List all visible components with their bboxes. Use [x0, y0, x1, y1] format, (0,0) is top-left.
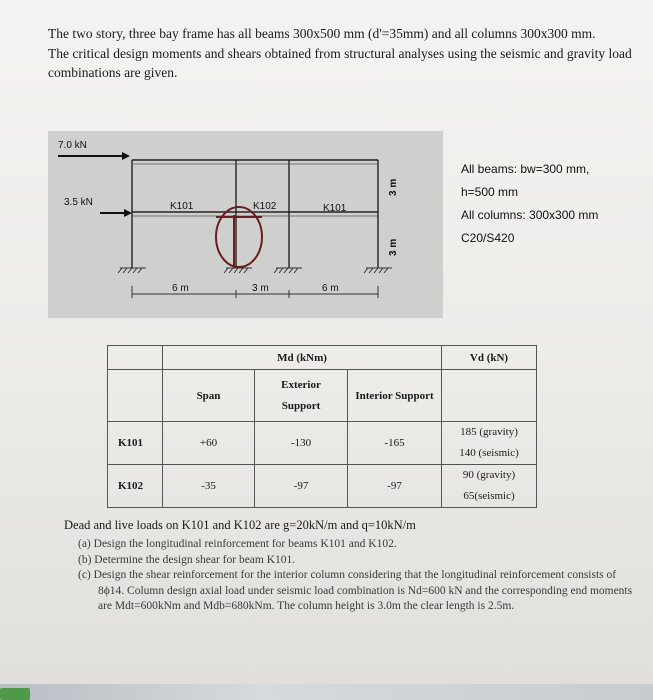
section-properties [461, 158, 598, 250]
row-interior-moment: -97 [348, 465, 442, 508]
intro-line-1: The two story, three bay frame has all beams 300x500 mm (d'=35mm) and all columns 300x300 mm. [48, 26, 596, 41]
highlighted-column [216, 207, 262, 268]
md-header: Md (kNm) [163, 346, 442, 370]
row-shear-gravity: 90 (gravity) [462, 469, 516, 481]
row-interior-moment: -165 [348, 422, 442, 465]
row-shear-gravity: 185 (gravity) [460, 426, 518, 438]
load-arrow-mid-head [124, 209, 132, 217]
screen-bottom-strip [0, 684, 653, 700]
problem-intro [48, 24, 638, 83]
questions-section [64, 518, 634, 615]
question-list [64, 537, 634, 615]
row-beam-name: K101 [108, 422, 163, 465]
design-forces-table [107, 345, 537, 508]
beam-label-k101-left: K101 [170, 201, 194, 212]
intro-line-2: The critical design moments and shears obtained from structural analyses using the seismic and gravity load combinations are given. [48, 45, 632, 80]
load-mid-label: 3.5 kN [64, 197, 93, 208]
question-b: (b) Determine the design shear for beam K101. [78, 553, 296, 566]
height-lower-label: 3 m [388, 238, 399, 256]
table-row [108, 422, 537, 465]
beam-label-k102: K102 [253, 201, 277, 212]
row-span-moment: -35 [163, 465, 255, 508]
beam-label-k101-right: K101 [323, 203, 347, 214]
height-upper-label: 3 m [388, 178, 399, 196]
col-exterior-line-1: Exterior [281, 378, 321, 391]
frame-figure [48, 131, 443, 318]
row-shear-seismic: 140 (seismic) [459, 447, 519, 459]
columns-prop: All columns: 300x300 mm [461, 208, 599, 222]
col-exterior-header [255, 370, 348, 422]
span-right-label: 6 m [322, 283, 339, 294]
row-exterior-moment: -130 [255, 422, 348, 465]
span-left-label: 6 m [172, 283, 189, 294]
load-top-label: 7.0 kN [58, 140, 87, 151]
table-header-row [108, 346, 537, 370]
question-a: (a) Design the longitudinal reinforcement for beams K101 and K102. [78, 538, 397, 550]
load-arrow-top-head [122, 152, 130, 160]
col-interior-header: Interior Support [348, 370, 442, 422]
col-span-header: Span [163, 370, 255, 422]
app-corner-icon [0, 688, 30, 700]
row-shear [442, 465, 537, 508]
question-c: (c) Design the shear reinforcement for the interior column considering that the longitudinal reinforcement consists of 8ϕ14. Column design axial load under seismic load combination is Nd=600 kN and the corresponding end moments are Mdt=600kNm and Mdb=680kNm. The column height is 3.0m the clear length is 2.5m. [78, 569, 633, 612]
frame-diagram [48, 131, 443, 318]
table-corner [108, 346, 163, 370]
span-mid-label: 3 m [252, 283, 269, 294]
vd-header: Vd (kN) [442, 346, 537, 370]
col-exterior-line-2: Support [281, 399, 321, 412]
table-blank-vd [442, 370, 537, 422]
row-beam-name: K102 [108, 465, 163, 508]
supports [118, 268, 392, 273]
beams-prop-2: h=500 mm [461, 185, 519, 199]
beams-prop-1: All beams: bw=300 mm, [461, 162, 590, 176]
table-row [108, 465, 537, 508]
row-shear-seismic: 65(seismic) [463, 490, 515, 502]
row-exterior-moment: -97 [255, 465, 348, 508]
row-shear [442, 422, 537, 465]
loads-note: Dead and live loads on K101 and K102 are g=20kN/m and q=10kN/m [64, 518, 416, 532]
table-blank [108, 370, 163, 422]
materials-prop: C20/S420 [461, 231, 515, 245]
row-span-moment: +60 [163, 422, 255, 465]
table-subheader-row [108, 370, 537, 422]
